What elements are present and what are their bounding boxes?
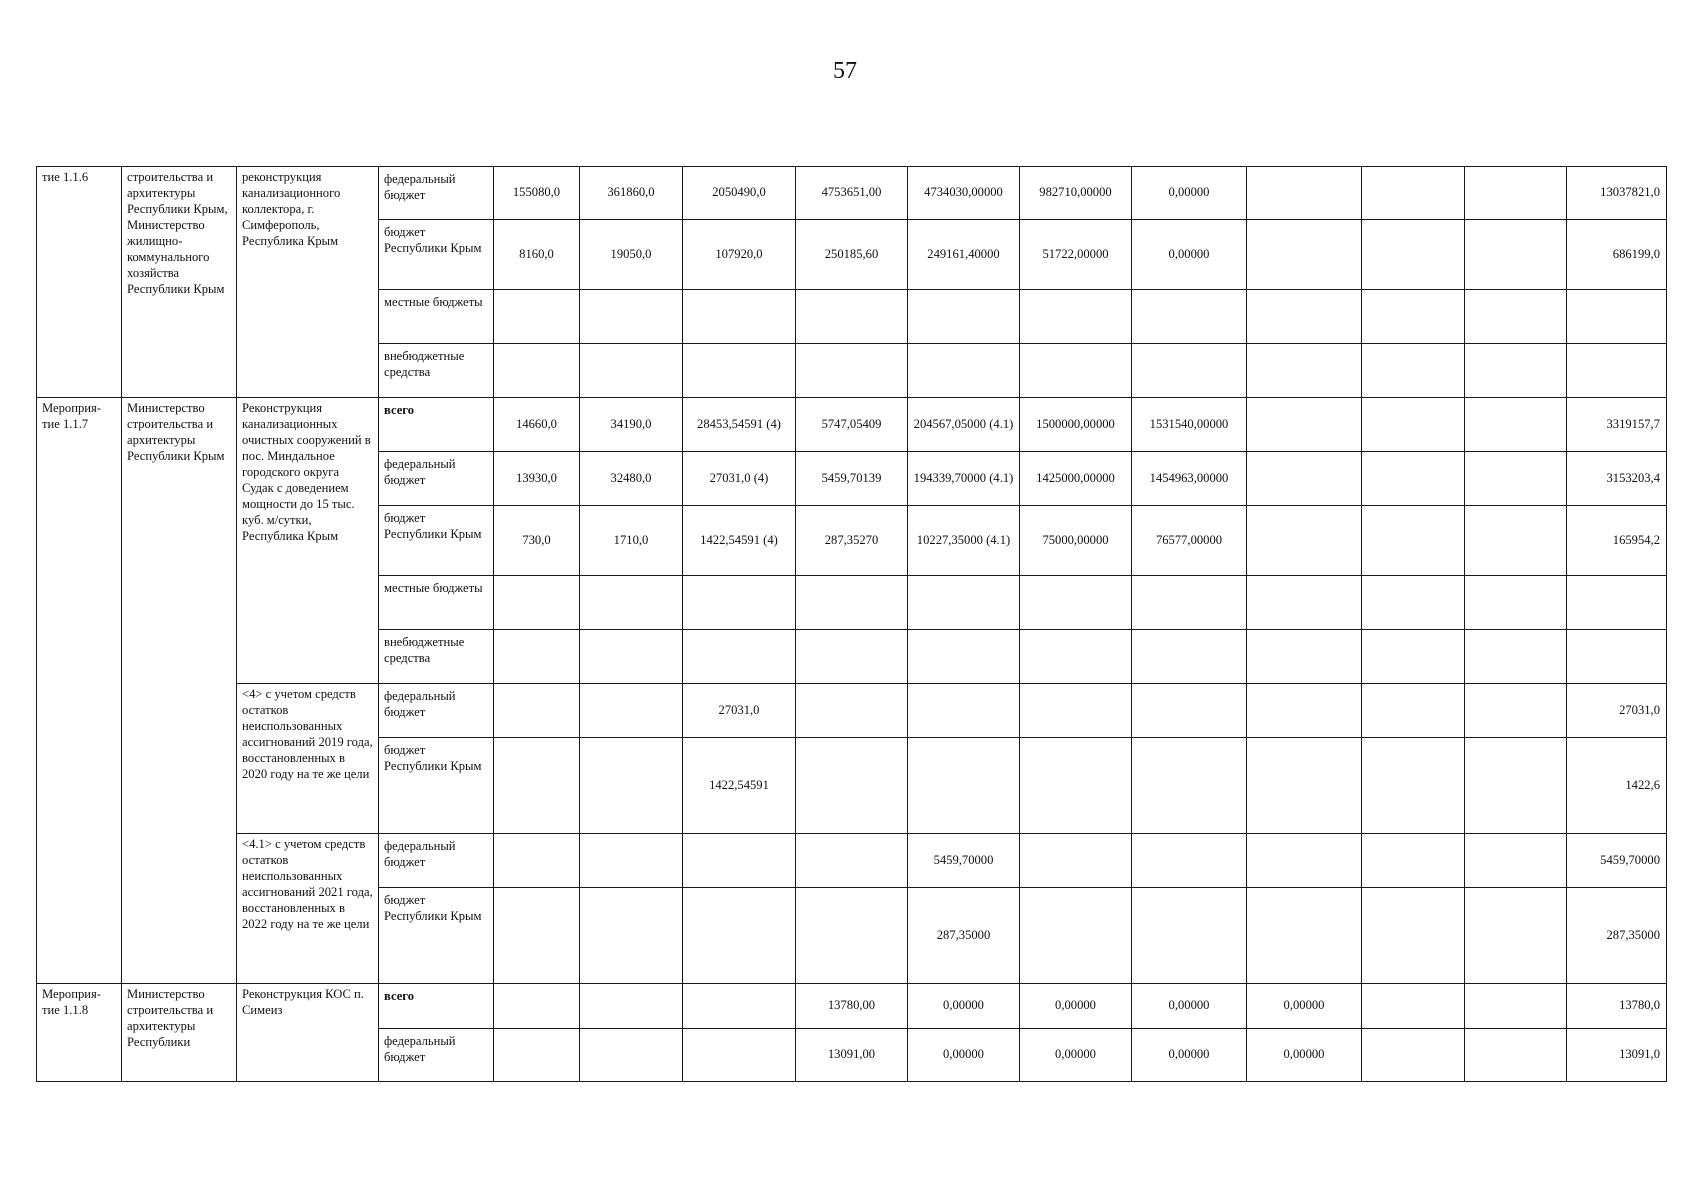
value-cell [1020,576,1132,630]
value-cell [1465,888,1567,984]
value-cell [683,1029,796,1082]
total-cell: 287,35000 [1567,888,1667,984]
value-cell [1020,888,1132,984]
funding-source-cell: бюджет Республики Крым [379,506,494,576]
value-cell [796,290,908,344]
funding-source-cell: федеральный бюджет [379,452,494,506]
value-cell [1132,344,1247,398]
value-cell [1465,834,1567,888]
value-cell: 0,00000 [1247,1029,1362,1082]
value-cell [908,738,1020,834]
value-cell [1465,220,1567,290]
value-cell [494,738,580,834]
total-cell: 686199,0 [1567,220,1667,290]
value-cell: 1500000,00000 [1020,398,1132,452]
value-cell [1132,290,1247,344]
value-cell: 107920,0 [683,220,796,290]
total-cell: 165954,2 [1567,506,1667,576]
executor-cell: строительства и архитектуры Республики Крым, Министерство жилищно-коммунального хозяйства Республики Крым [122,167,237,398]
value-cell [1247,290,1362,344]
value-cell [1362,344,1465,398]
footnote-cell: <4> с учетом средств остатков неиспользованных ассигнований 2019 года, восстановленных в 2020 году на те же цели [237,684,379,834]
value-cell [1465,630,1567,684]
total-cell: 13780,0 [1567,984,1667,1029]
table-row [37,984,1667,1029]
value-cell: 361860,0 [580,167,683,220]
total-cell [1567,290,1667,344]
value-cell [1132,738,1247,834]
value-cell: 0,00000 [1020,1029,1132,1082]
value-cell [1247,684,1362,738]
value-cell [908,290,1020,344]
value-cell [1247,398,1362,452]
value-cell: 51722,00000 [1020,220,1132,290]
value-cell [1465,984,1567,1029]
value-cell: 194339,70000 (4.1) [908,452,1020,506]
funding-source-cell: внебюджетные средства [379,344,494,398]
value-cell: 5459,70000 [908,834,1020,888]
value-cell [796,834,908,888]
value-cell [796,738,908,834]
value-cell [1020,738,1132,834]
total-cell [1567,344,1667,398]
value-cell [494,984,580,1029]
value-cell [796,344,908,398]
total-cell [1567,630,1667,684]
value-cell: 0,00000 [1132,220,1247,290]
table-row [37,834,1667,888]
value-cell [908,344,1020,398]
value-cell: 250185,60 [796,220,908,290]
table-row [37,684,1667,738]
funding-source-cell: федеральный бюджет [379,167,494,220]
value-cell: 75000,00000 [1020,506,1132,576]
value-cell: 0,00000 [1132,167,1247,220]
value-cell: 1425000,00000 [1020,452,1132,506]
value-cell: 0,00000 [908,1029,1020,1082]
page-number: 57 [833,58,857,84]
value-cell [1362,452,1465,506]
value-cell [1132,888,1247,984]
value-cell: 0,00000 [1132,984,1247,1029]
value-cell: 10227,35000 (4.1) [908,506,1020,576]
value-cell: 8160,0 [494,220,580,290]
value-cell [494,684,580,738]
value-cell [580,576,683,630]
value-cell [580,630,683,684]
value-cell: 13930,0 [494,452,580,506]
value-cell [580,344,683,398]
value-cell [1465,398,1567,452]
value-cell [1020,630,1132,684]
value-cell [1362,167,1465,220]
value-cell [1465,506,1567,576]
value-cell [683,834,796,888]
value-cell: 0,00000 [1132,1029,1247,1082]
value-cell [494,576,580,630]
value-cell [908,576,1020,630]
value-cell [683,630,796,684]
table-row [37,398,1667,452]
value-cell: 730,0 [494,506,580,576]
total-cell: 3153203,4 [1567,452,1667,506]
value-cell [1247,167,1362,220]
value-cell [580,834,683,888]
value-cell [1247,344,1362,398]
value-cell: 0,00000 [1020,984,1132,1029]
value-cell [1362,738,1465,834]
value-cell: 14660,0 [494,398,580,452]
value-cell [494,888,580,984]
executor-cell: Министерство строительства и архитектуры Республики Крым [122,398,237,984]
value-cell [1132,630,1247,684]
value-cell: 27031,0 [683,684,796,738]
value-cell [580,684,683,738]
value-cell [1247,220,1362,290]
funding-source-cell: всего [379,984,494,1029]
value-cell: 32480,0 [580,452,683,506]
total-cell: 13037821,0 [1567,167,1667,220]
footnote-cell: <4.1> с учетом средств остатков неиспользованных ассигнований 2021 года, восстановленных в 2022 году на те же цели [237,834,379,984]
value-cell [1465,684,1567,738]
value-cell: 204567,05000 (4.1) [908,398,1020,452]
value-cell [1465,452,1567,506]
value-cell [580,984,683,1029]
value-cell: 2050490,0 [683,167,796,220]
object-cell: Реконструкция КОС п. Симеиз [237,984,379,1082]
total-cell: 5459,70000 [1567,834,1667,888]
total-cell: 1422,6 [1567,738,1667,834]
value-cell [1132,834,1247,888]
value-cell [1020,290,1132,344]
total-cell: 13091,0 [1567,1029,1667,1082]
value-cell [1247,834,1362,888]
value-cell: 287,35000 [908,888,1020,984]
value-cell [796,684,908,738]
value-cell [1362,888,1465,984]
value-cell: 13780,00 [796,984,908,1029]
value-cell [1465,738,1567,834]
value-cell [1247,452,1362,506]
value-cell [1465,576,1567,630]
event-cell: Мероприя-тие 1.1.7 [37,398,122,984]
value-cell [1362,506,1465,576]
value-cell [1465,167,1567,220]
value-cell [683,290,796,344]
value-cell [494,290,580,344]
funding-source-cell: федеральный бюджет [379,834,494,888]
value-cell [1362,1029,1465,1082]
value-cell [1362,834,1465,888]
value-cell [683,576,796,630]
value-cell [1362,290,1465,344]
value-cell [1247,576,1362,630]
executor-cell: Министерство строительства и архитектуры Республики [122,984,237,1082]
value-cell [796,630,908,684]
funding-source-cell: федеральный бюджет [379,1029,494,1082]
value-cell [796,576,908,630]
value-cell [494,834,580,888]
funding-source-cell: бюджет Республики Крым [379,888,494,984]
value-cell: 982710,00000 [1020,167,1132,220]
funding-source-cell: местные бюджеты [379,290,494,344]
value-cell [683,344,796,398]
value-cell [1362,576,1465,630]
funding-source-cell: федеральный бюджет [379,684,494,738]
value-cell: 1422,54591 [683,738,796,834]
value-cell [1247,738,1362,834]
value-cell: 4734030,00000 [908,167,1020,220]
event-cell: тие 1.1.6 [37,167,122,398]
value-cell [1247,888,1362,984]
value-cell: 4753651,00 [796,167,908,220]
funding-source-cell: бюджет Республики Крым [379,220,494,290]
value-cell [1362,398,1465,452]
value-cell [683,888,796,984]
table-row [37,167,1667,220]
value-cell [1362,684,1465,738]
value-cell: 1454963,00000 [1132,452,1247,506]
value-cell [1247,506,1362,576]
value-cell [908,630,1020,684]
value-cell [1362,630,1465,684]
value-cell [1362,220,1465,290]
value-cell [494,630,580,684]
value-cell [580,888,683,984]
total-cell [1567,576,1667,630]
value-cell: 34190,0 [580,398,683,452]
value-cell: 1710,0 [580,506,683,576]
value-cell [1132,576,1247,630]
value-cell: 0,00000 [908,984,1020,1029]
value-cell [1247,630,1362,684]
value-cell [796,888,908,984]
value-cell [1465,344,1567,398]
value-cell: 0,00000 [1247,984,1362,1029]
funding-source-cell: местные бюджеты [379,576,494,630]
value-cell [908,684,1020,738]
value-cell [580,1029,683,1082]
total-cell: 27031,0 [1567,684,1667,738]
object-cell: Реконструкция канализационных очистных сооружений в пос. Миндальное городского округа Судак с доведением мощности до 15 тыс. куб. м/сутки, Республика Крым [237,398,379,684]
value-cell: 1422,54591 (4) [683,506,796,576]
value-cell [580,290,683,344]
value-cell: 249161,40000 [908,220,1020,290]
value-cell [1465,290,1567,344]
total-cell: 3319157,7 [1567,398,1667,452]
value-cell [580,738,683,834]
value-cell: 76577,00000 [1132,506,1247,576]
value-cell: 287,35270 [796,506,908,576]
value-cell: 28453,54591 (4) [683,398,796,452]
value-cell [494,344,580,398]
funding-source-cell: всего [379,398,494,452]
value-cell: 155080,0 [494,167,580,220]
budget-table [36,166,1667,1082]
event-cell: Мероприя-тие 1.1.8 [37,984,122,1082]
value-cell [494,1029,580,1082]
value-cell: 5747,05409 [796,398,908,452]
value-cell: 5459,70139 [796,452,908,506]
funding-source-cell: бюджет Республики Крым [379,738,494,834]
value-cell [1020,344,1132,398]
funding-source-cell: внебюджетные средства [379,630,494,684]
value-cell [1020,834,1132,888]
value-cell: 27031,0 (4) [683,452,796,506]
value-cell [1465,1029,1567,1082]
value-cell [1020,684,1132,738]
value-cell [1132,684,1247,738]
object-cell: реконструкция канализационного коллектора, г. Симферополь, Республика Крым [237,167,379,398]
value-cell [1362,984,1465,1029]
value-cell: 1531540,00000 [1132,398,1247,452]
value-cell: 13091,00 [796,1029,908,1082]
value-cell [683,984,796,1029]
value-cell: 19050,0 [580,220,683,290]
